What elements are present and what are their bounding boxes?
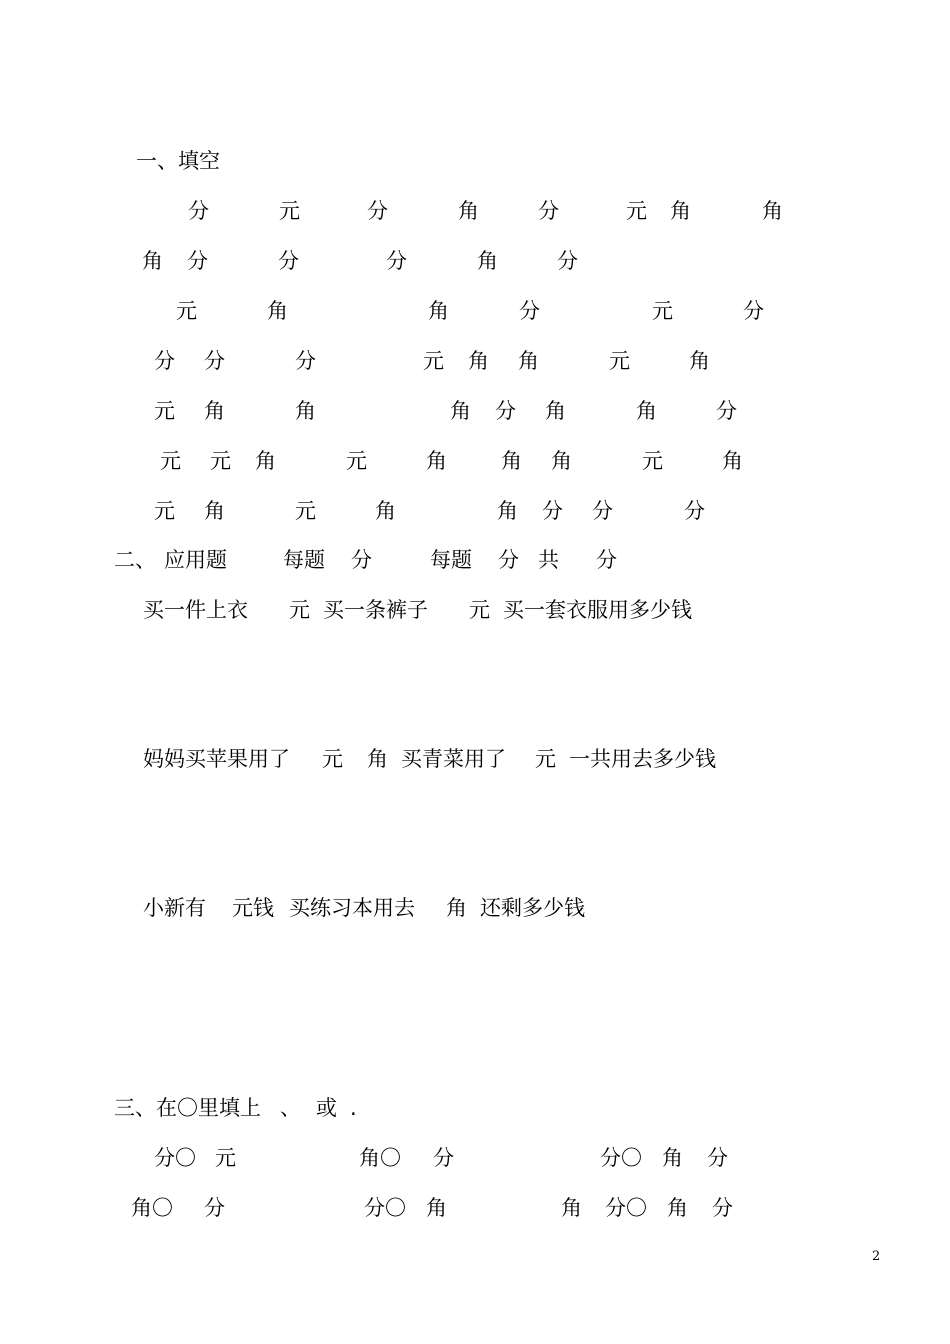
- fill-unit: 角: [375, 499, 396, 523]
- compare-item: 分〇: [154, 1146, 196, 1170]
- application-heading-text: 共: [538, 548, 559, 572]
- page-number: 2: [872, 1249, 881, 1264]
- application-heading-text: 每题: [283, 548, 325, 572]
- fill-unit: 角: [204, 499, 225, 523]
- question-text: 元: [322, 747, 343, 771]
- fill-unit: 角: [722, 449, 743, 473]
- fill-unit: 元: [154, 399, 175, 423]
- fill-unit: 角: [551, 449, 572, 473]
- fill-heading-line: [0, 146, 950, 176]
- fill-unit: 元: [279, 199, 300, 223]
- compare-item: 角: [667, 1196, 688, 1220]
- question-text: 还剩多少钱: [480, 896, 585, 920]
- application-heading-line: [0, 545, 950, 575]
- fill-unit: 分: [743, 299, 764, 323]
- compare-row-2: [0, 1193, 950, 1223]
- question-text: 元: [535, 747, 556, 771]
- fill-unit: 角: [255, 449, 276, 473]
- fill-row-7: [0, 496, 950, 526]
- compare-heading-symbol: 或: [316, 1096, 337, 1120]
- question-text: 元钱: [232, 896, 274, 920]
- fill-unit: 角: [689, 349, 710, 373]
- compare-item: 分〇: [605, 1196, 647, 1220]
- fill-unit: 分: [557, 249, 578, 273]
- application-heading-text: 每题: [430, 548, 472, 572]
- fill-row-6: [0, 446, 950, 476]
- fill-unit: 分: [187, 249, 208, 273]
- question-text: 买练习本用去: [289, 896, 415, 920]
- fill-unit: 元: [346, 449, 367, 473]
- fill-row-2: [0, 246, 950, 276]
- fill-unit: 角: [501, 449, 522, 473]
- compare-item: 角: [426, 1196, 447, 1220]
- fill-unit: 角: [636, 399, 657, 423]
- fill-unit: 元: [642, 449, 663, 473]
- fill-unit: 角: [295, 399, 316, 423]
- compare-heading: 三、在〇里填上: [114, 1096, 261, 1120]
- compare-item: 分: [433, 1146, 454, 1170]
- fill-unit: 角: [468, 349, 489, 373]
- fill-unit: 角: [450, 399, 471, 423]
- fill-row-4: [0, 346, 950, 376]
- fill-unit: 元: [609, 349, 630, 373]
- fill-unit: 元: [626, 199, 647, 223]
- fill-unit: 元: [160, 449, 181, 473]
- fill-unit: 元: [423, 349, 444, 373]
- question-text: 买一件上衣: [143, 598, 248, 622]
- fill-unit: 分: [519, 299, 540, 323]
- fill-unit: 元: [295, 499, 316, 523]
- fill-unit: 分: [495, 399, 516, 423]
- fill-unit: 角: [204, 399, 225, 423]
- fill-unit: 角: [428, 299, 449, 323]
- fill-unit: 分: [684, 499, 705, 523]
- application-heading-number: 二、: [114, 548, 156, 572]
- question-text: 元: [469, 598, 490, 622]
- fill-unit: 分: [295, 349, 316, 373]
- compare-item: 分〇: [364, 1196, 406, 1220]
- fill-heading: 一、填空: [136, 149, 220, 173]
- compare-item: 分〇: [600, 1146, 642, 1170]
- fill-row-3: [0, 296, 950, 326]
- application-heading-text: 分: [498, 548, 519, 572]
- compare-item: 角〇: [359, 1146, 401, 1170]
- fill-unit: 角: [497, 499, 518, 523]
- fill-unit: 分: [278, 249, 299, 273]
- compare-row-1: [0, 1143, 950, 1173]
- question-text: 妈妈买苹果用了: [143, 747, 290, 771]
- application-question-3: [0, 893, 950, 923]
- fill-unit: 角: [670, 199, 691, 223]
- compare-item: 分: [707, 1146, 728, 1170]
- application-heading-text: 分: [596, 548, 617, 572]
- fill-unit: 角: [762, 199, 783, 223]
- fill-unit: 分: [204, 349, 225, 373]
- application-heading-text: 分: [351, 548, 372, 572]
- fill-unit: 元: [210, 449, 231, 473]
- fill-unit: 角: [142, 249, 163, 273]
- fill-unit: 角: [267, 299, 288, 323]
- question-text: 元: [289, 598, 310, 622]
- fill-unit: 角: [426, 449, 447, 473]
- question-text: 角: [446, 896, 467, 920]
- fill-unit: 元: [176, 299, 197, 323]
- compare-heading-symbol: 、: [280, 1096, 301, 1120]
- fill-unit: 分: [592, 499, 613, 523]
- compare-heading-symbol: .: [350, 1096, 357, 1120]
- question-text: 买一条裤子: [323, 598, 428, 622]
- fill-unit: 角: [477, 249, 498, 273]
- fill-unit: 分: [386, 249, 407, 273]
- compare-heading-line: [0, 1093, 950, 1123]
- fill-unit: 分: [542, 499, 563, 523]
- question-text: 小新有: [143, 896, 206, 920]
- compare-item: 分: [712, 1196, 733, 1220]
- fill-unit: 元: [154, 499, 175, 523]
- fill-unit: 分: [154, 349, 175, 373]
- fill-row-1: [0, 196, 950, 226]
- compare-item: 角: [561, 1196, 582, 1220]
- compare-item: 分: [204, 1196, 225, 1220]
- fill-unit: 角: [458, 199, 479, 223]
- fill-unit: 分: [367, 199, 388, 223]
- compare-item: 元: [215, 1146, 236, 1170]
- application-question-2: [0, 744, 950, 774]
- question-text: 一共用去多少钱: [569, 747, 716, 771]
- fill-unit: 分: [538, 199, 559, 223]
- fill-unit: 角: [545, 399, 566, 423]
- question-text: 角: [367, 747, 388, 771]
- fill-row-5: [0, 396, 950, 426]
- application-question-1: [0, 595, 950, 625]
- fill-unit: 元: [652, 299, 673, 323]
- compare-item: 角〇: [131, 1196, 173, 1220]
- fill-unit: 分: [716, 399, 737, 423]
- fill-unit: 分: [188, 199, 209, 223]
- compare-item: 角: [662, 1146, 683, 1170]
- question-text: 买青菜用了: [401, 747, 506, 771]
- fill-unit: 角: [518, 349, 539, 373]
- question-text: 买一套衣服用多少钱: [503, 598, 692, 622]
- application-heading-title: 应用题: [164, 548, 227, 572]
